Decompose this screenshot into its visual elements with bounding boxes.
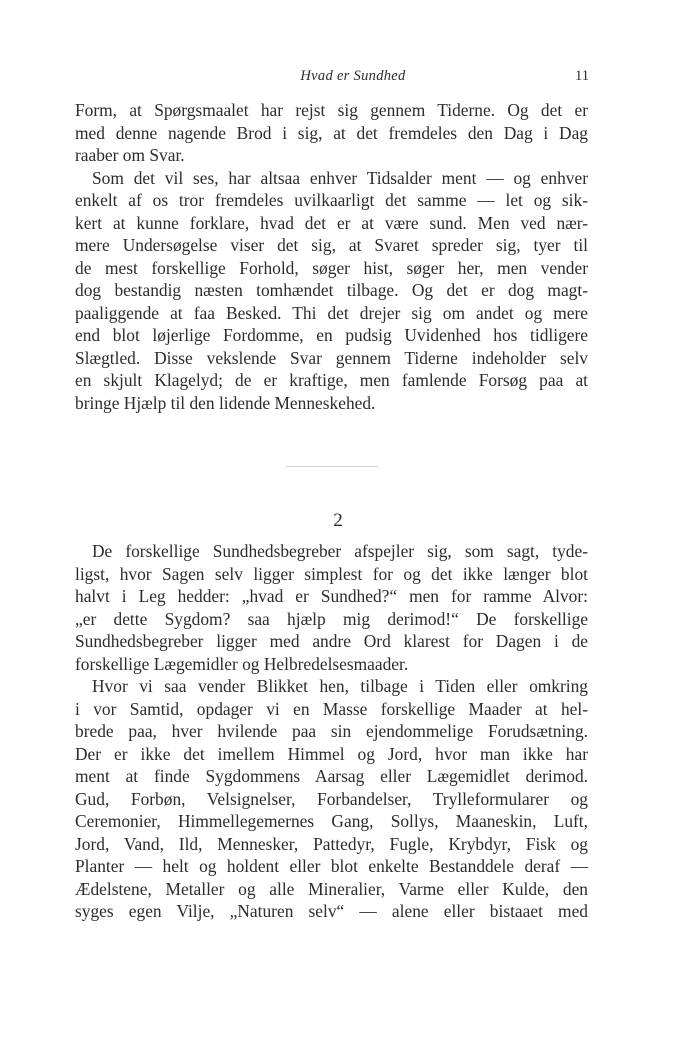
text-line: dog bestandig næsten tomhændet tilbage. Og det er dog magt-	[75, 280, 588, 300]
text-line: med denne nagende Brod i sig, at det fremdeles den Dag i Dag	[75, 122, 588, 143]
section-number: 2	[333, 510, 343, 531]
text-line: ligst, hvor Sagen selv ligger simplest for og det ikke længer blot	[75, 563, 588, 584]
section-one-text	[75, 99, 588, 414]
text-line: Planter — helt og holdent eller blot enkelte Bestanddele deraf —	[75, 856, 588, 876]
text-line: mere Undersøgelse viser det sig, at Svaret spreder sig, tyer til	[75, 235, 588, 255]
text-line: brede paa, hver hvilende paa sin ejendommelige Forudsætning.	[75, 721, 588, 741]
text-line: De forskellige Sundhedsbegreber afspejler sig, som sagt, tyde-	[92, 541, 588, 561]
text-line: Gud, Forbøn, Velsignelser, Forbandelser, Trylleformularer og	[75, 788, 588, 809]
text-line: Sundhedsbegreber ligger med andre Ord klarest for Dagen i de	[75, 631, 588, 651]
text-line: Ædelstene, Metaller og alle Mineralier, Varme eller Kulde, den	[75, 878, 588, 899]
text-line: Jord, Vand, Ild, Mennesker, Pattedyr, Fugle, Krybdyr, Fisk og	[75, 833, 588, 854]
text-line: i vor Samtid, opdager vi en Masse forskellige Maader at hel-	[75, 698, 588, 719]
text-line: end blot løjerlige Fordomme, en pudsig Uvidenhed hos tidligere	[75, 325, 588, 345]
running-title: Hvad er Sundhed	[300, 68, 406, 84]
section-divider	[286, 466, 378, 467]
section-two-text	[75, 540, 588, 923]
page-number: 11	[575, 68, 589, 84]
text-line: Form, at Spørgsmaalet har rejst sig gennem Tiderne. Og det er	[75, 100, 588, 120]
text-line: syges egen Vilje, „Naturen selv“ — alene eller bistaaet med	[75, 901, 588, 921]
text-line: „er dette Sygdom? saa hjælp mig derimod!“ De forskellige	[75, 608, 588, 629]
text-line: enkelt af os tror fremdeles uvilkaarligt det samme — let og sik-	[75, 190, 588, 210]
text-line: Som det vil ses, har altsaa enhver Tidsalder ment — og enhver	[92, 167, 588, 188]
text-line: halvt i Leg hedder: „hvad er Sundhed?“ men for ramme Alvor:	[75, 586, 588, 606]
text-line: ment at finde Sygdommens Aarsag eller Lægemidlet derimod.	[75, 766, 588, 786]
text-line: raaber om Svar.	[75, 145, 185, 165]
text-line: paaliggende at faa Besked. Thi det drejer sig om andet og mere	[75, 302, 588, 323]
text-line: Slægtled. Disse vekslende Svar gennem Tiderne indeholder selv	[75, 347, 588, 368]
running-head	[77, 68, 589, 88]
text-line: kert at kunne forklare, hvad det er at være sund. Men ved nær-	[75, 212, 588, 233]
text-line: bringe Hjælp til den lidende Menneskehed.	[75, 392, 376, 413]
text-line: de mest forskellige Forhold, søger hist, søger her, men vender	[75, 257, 588, 278]
text-line: Der er ikke det imellem Himmel og Jord, hvor man ikke har	[75, 743, 588, 764]
text-line: en skjult Klagelyd; de er kraftige, men famlende Forsøg paa at	[75, 370, 588, 390]
text-line: forskellige Lægemidler og Helbredelsesmaader.	[75, 653, 409, 674]
text-line: Ceremonier, Himmellegemernes Gang, Sollys, Maaneskin, Luft,	[75, 811, 588, 831]
text-line: Hvor vi saa vender Blikket hen, tilbage i Tiden eller omkring	[92, 676, 588, 696]
